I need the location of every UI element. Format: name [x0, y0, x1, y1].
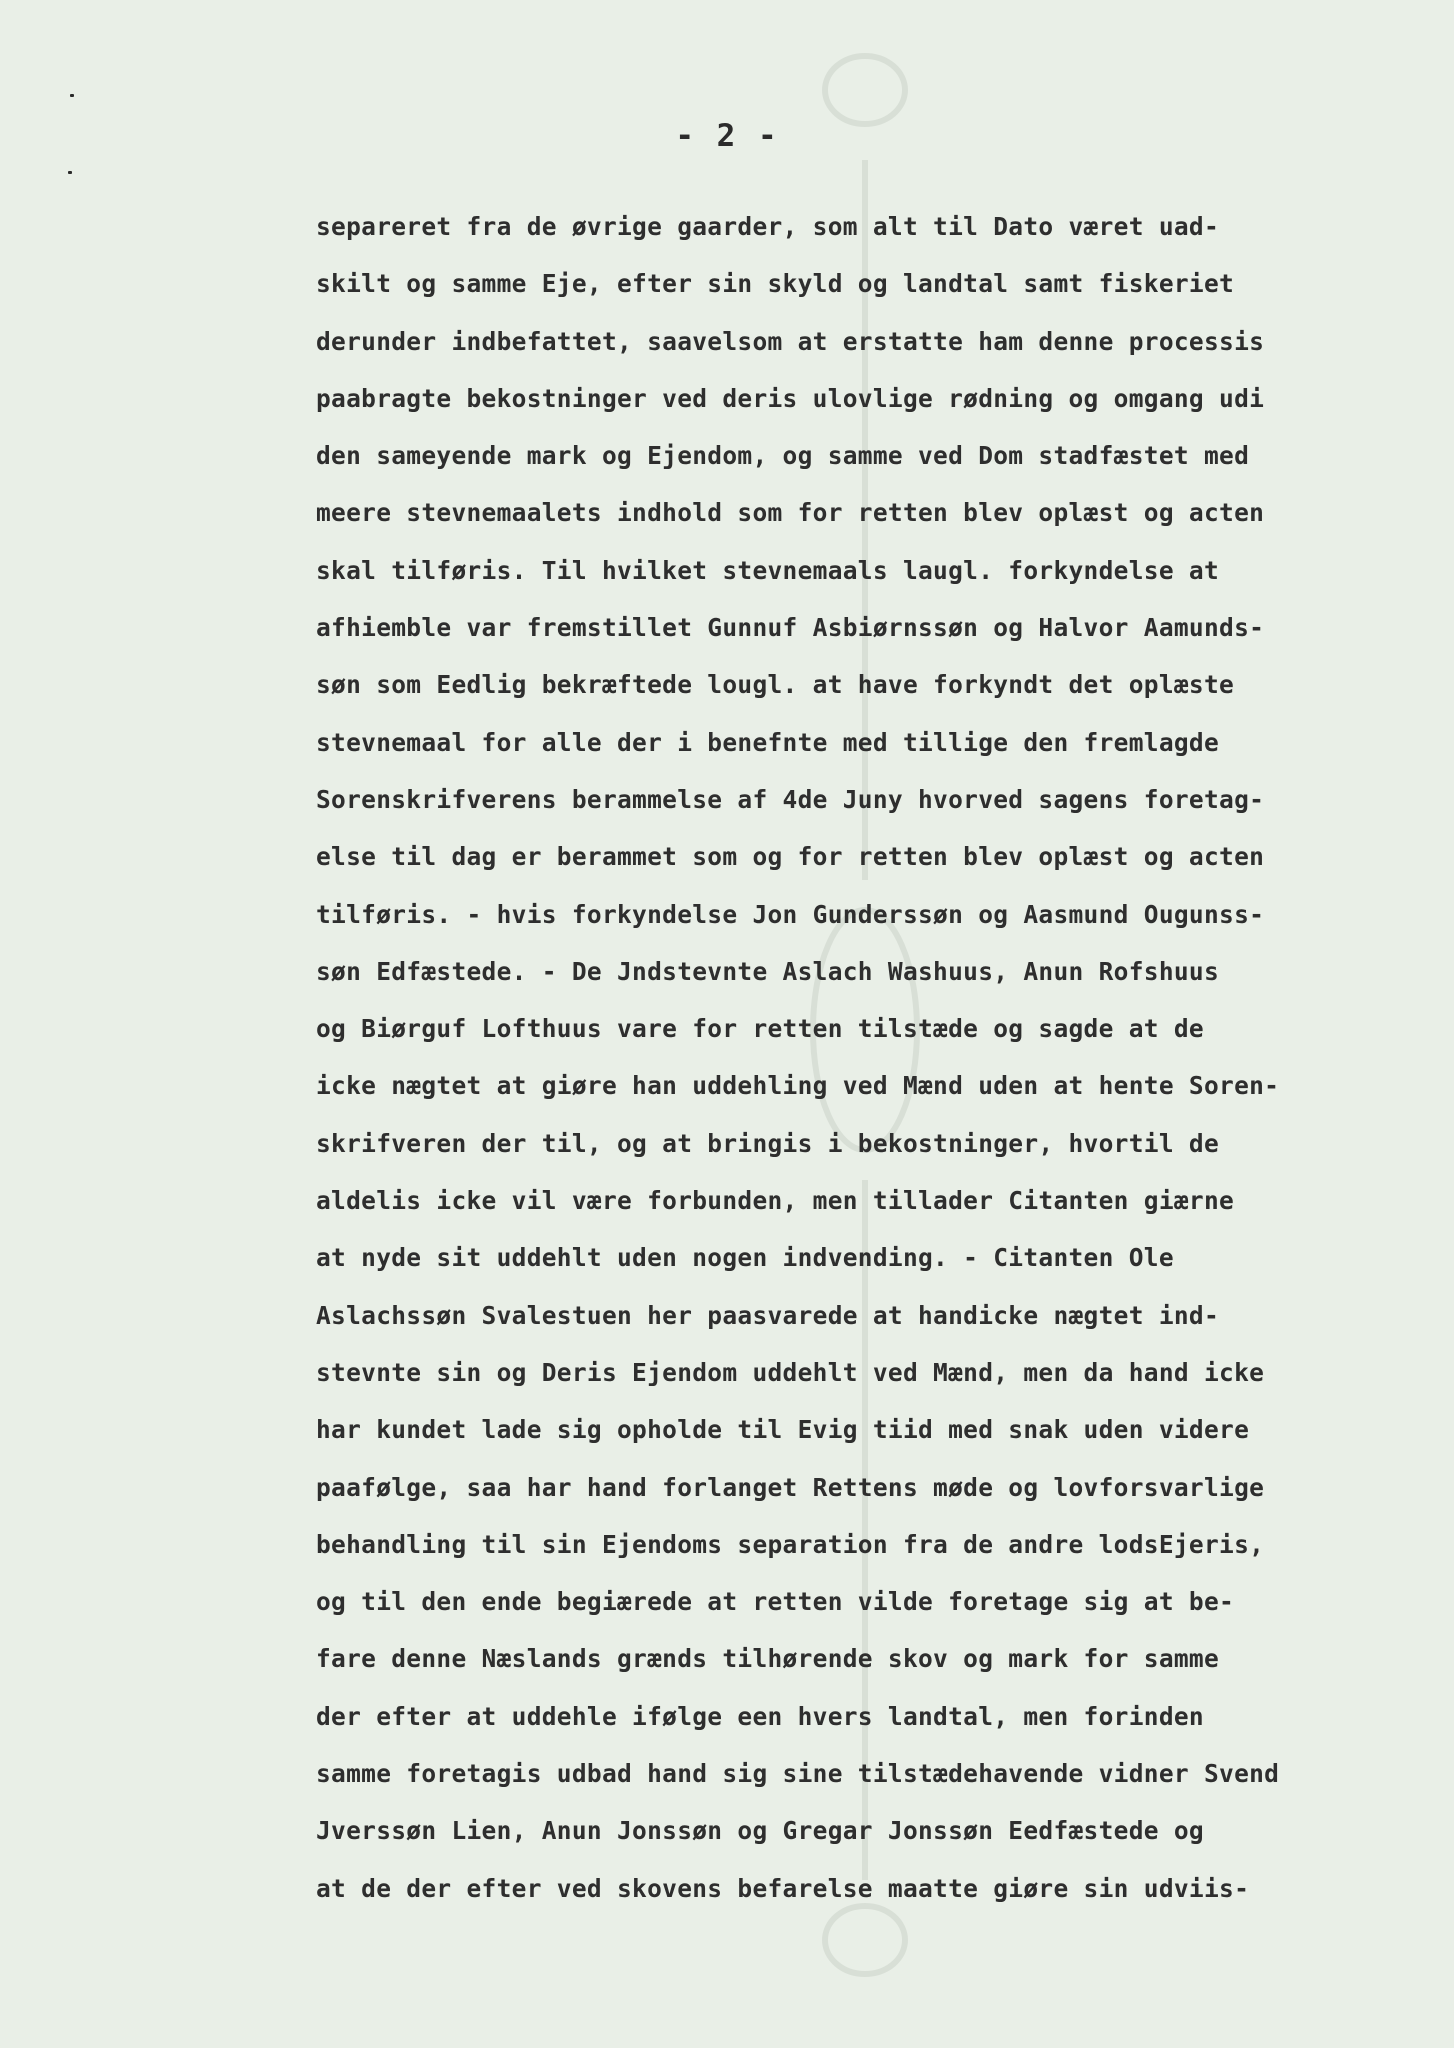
scan-speck — [70, 94, 74, 97]
text-line: afhiemble var fremstillet Gunnuf Asbiørnssøn og Halvor Aamunds- — [316, 613, 1265, 643]
text-line: aldelis icke vil være forbunden, men tillader Citanten giærne — [316, 1186, 1235, 1216]
text-line: Jverssøn Lien, Anun Jonssøn og Gregar Jonssøn Eedfæstede og — [316, 1816, 1204, 1846]
scan-speck — [68, 171, 72, 174]
text-line: der efter at uddehle ifølge een hvers landtal, men forinden — [316, 1701, 1204, 1731]
text-line: søn som Eedlig bekræftede lougl. at have forkyndt det oplæste — [316, 670, 1235, 700]
text-line: den sameyende mark og Ejendom, og samme ved Dom stadfæstet med — [316, 441, 1250, 471]
text-line: søn Edfæstede. - De Jndstevnte Aslach Washuus, Anun Rofshuus — [316, 956, 1220, 986]
text-line: stevnemaal for alle der i benefnte med tillige den fremlagde — [316, 727, 1220, 757]
text-line: Aslachssøn Svalestuen her paasvarede at handicke nægtet ind- — [316, 1300, 1220, 1330]
text-line: behandling til sin Ejendoms separation fra de andre lodsEjeris, — [316, 1529, 1265, 1559]
text-line: stevnte sin og Deris Ejendom uddehlt ved Mænd, men da hand icke — [316, 1357, 1265, 1387]
text-line: skrifveren der til, og at bringis i bekostninger, hvortil de — [316, 1128, 1220, 1158]
document-body — [316, 198, 1436, 1917]
text-line: skilt og samme Eje, efter sin skyld og landtal samt fiskeriet — [316, 269, 1235, 299]
text-line: derunder indbefattet, saavelsom at erstatte ham denne processis — [316, 326, 1265, 356]
text-line: paafølge, saa har hand forlanget Rettens møde og lovforsvarlige — [316, 1472, 1265, 1502]
text-line: samme foretagis udbad hand sig sine tilstædehavende vidner Svend — [316, 1759, 1280, 1789]
text-line: separeret fra de øvrige gaarder, som alt til Dato været uad- — [316, 212, 1220, 241]
text-line: icke nægtet at giøre han uddehling ved Mænd uden at hente Soren- — [316, 1071, 1280, 1101]
text-line: meere stevnemaalets indhold som for retten blev oplæst og acten — [316, 498, 1265, 528]
text-line: at nyde sit uddehlt uden nogen indvending. - Citanten Ole — [316, 1243, 1174, 1273]
text-line: og Biørguf Lofthuus vare for retten tilstæde og sagde at de — [316, 1014, 1204, 1044]
text-line: at de der efter ved skovens befarelse maatte giøre sin udviis- — [316, 1873, 1250, 1903]
text-line: Sorenskrifverens berammelse af 4de Juny hvorved sagens foretag- — [316, 784, 1265, 814]
page-number: - 2 - — [675, 118, 779, 154]
text-line: paabragte bekostninger ved deris ulovlige rødning og omgang udi — [316, 383, 1265, 413]
text-line: og til den ende begiærede at retten vilde foretage sig at be- — [316, 1587, 1235, 1617]
text-line: skal tilføris. Til hvilket stevnemaals laugl. forkyndelse at — [316, 555, 1220, 585]
text-line: else til dag er berammet som og for retten blev oplæst og acten — [316, 842, 1265, 872]
text-line: fare denne Næslands grænds tilhørende skov og mark for samme — [316, 1644, 1220, 1674]
text-line: har kundet lade sig opholde til Evig tiid med snak uden videre — [316, 1415, 1250, 1445]
text-line: tilføris. - hvis forkyndelse Jon Gunderssøn og Aasmund Ougunss- — [316, 899, 1265, 929]
